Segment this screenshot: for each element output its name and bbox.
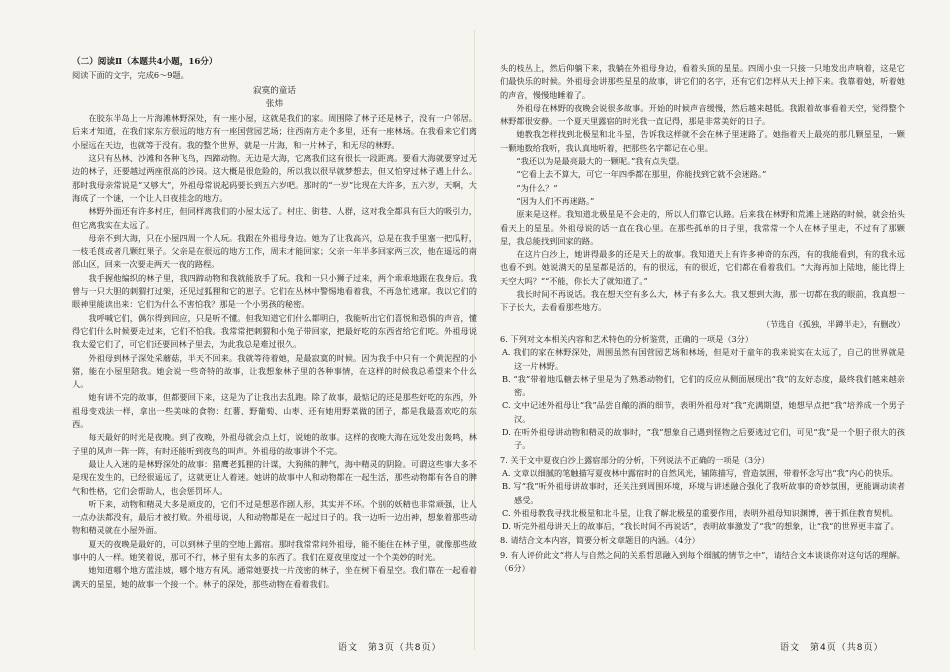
dialogue-line: “我还以为是最亮最大的一颗呢。”我有点失望。 <box>516 156 685 167</box>
paragraph: 夏天的夜晚是最好的，可以到林子里的空地上露宿。那时我常常问外祖母，能不能住在林子里，就像那些故事中的人一样。她笑着说，那可不行，林子里有太多的东西了。我们在夏夜里度过一个个美妙的时光。 <box>72 538 477 562</box>
option-a: A. 我们的家在林野深处，周围虽然有国营园艺场和林场，但是对于童年的我来说实在太远了，自己的世界就是这一片林野。 <box>502 347 905 371</box>
section-heading: （二）阅读Ⅱ（本题共4小题，16分） <box>72 57 218 67</box>
article-body-right <box>500 62 905 315</box>
page-footer-right: 语文 第4页（共8页） <box>780 643 884 653</box>
option-c: C. 文中记述外祖母让“我”品尝自酿的酒的细节，表明外祖母对“我”充满期望，她想早点把“我”培养成一个男子汉。 <box>502 400 905 424</box>
question-9: 9. 有人评价此文“将人与自然之间的关系哲思融入到每个细腻的情节之中”，请结合文本谈谈你对这句话的理解。（6分） <box>500 549 905 573</box>
paragraph: 她有讲不完的故事，但都要回下来，这是为了让我出去乱跑。除了故事，最惦记的还是那些好吃的东西，外祖母变戏法一样，拿出一些美味的食物：红薯、野葡萄、山枣、还有她用野菜做的团子，都是我最喜欢吃的东西。 <box>72 392 477 430</box>
question-stem: 7. 关于文中夏夜白沙上露宿部分的分析，下列说法不正确的一项是（3分） <box>500 454 770 465</box>
source-note: （节选自《孤独，半蹲半走》，有删改） <box>761 318 905 329</box>
paragraph: 头的枝丛上，然后仰躺下来，我躺在外祖母身边，看着头顶的星星。四周小虫一只接一只地发出声响着，这是它们最快乐的时候。外祖母会讲那些星星的故事，讲它们的名字，还有它们怎样从天上掉下来。我靠着她，听着她的声音，慢慢地睡着了。 <box>500 63 905 100</box>
option-c: C. 外祖母教我寻找北极星和北斗星，让我了解北极星的重要作用，表明外祖母知识渊博，善于抓住教育契机。 <box>502 507 898 518</box>
paragraph: 她知道哪个地方蓝洼坡，哪个地方有风。通常她要找一片茂密的林子，坐在树下看星空。我们靠在一起看着满天的星星，她的故事一个接一个。林子的深处，那些动物在看着我们。 <box>72 565 477 589</box>
article-title: 寂寞的童话 <box>253 85 296 96</box>
paragraph: 我手握他编织的林子里，我四蹄动物和我就能放手了玩。我和一只小狮子过来，两个乖乖地跟在我身后。我曾与一只大胆的刺猬打过架，还见过狐狸和它的崽子。它们在丛林中警惕地看着我，不再急忙逃窜。我以它们的眼神里能读出来：它们为什么不害怕我？那是一个小男孩的秘密。 <box>72 272 477 310</box>
option-a: A. 文章以细腻的笔触描写夏夜林中露宿时的自然风光，铺陈描写，营造氛围，带着怀念写出“我”内心的快乐。 <box>502 467 899 478</box>
page-3 <box>72 56 477 652</box>
page-footer-left: 语文 第3页（共8页） <box>338 643 442 653</box>
article-body-left <box>72 112 477 591</box>
page-4 <box>500 62 905 658</box>
paragraph: 每天最好的时光是夜晚。到了夜晚，外祖母就会点上灯，说她的故事。这样的夜晚大海在远处发出轰鸣，林子里的风声一阵一阵，有时还能听到夜鸟的叫声。外祖母的故事讲个不完。 <box>72 432 477 456</box>
article-author: 张炜 <box>265 98 284 109</box>
option-b: B. 写“我”听外祖母讲故事时，还关注到周围环境，环境与讲述融合强化了我听故事的奇妙氛围，更能调动读者感受。 <box>502 481 905 505</box>
dialogue-line: “它看上去不算大，可它一年四季都在那里，你能找到它就不会迷路。” <box>516 169 767 180</box>
paragraph: 听下来，动物和精灵大多是顽皮的，它们不过是想恶作剧人形，其实并不坏。个别的妖精也非常顽强，让人一点办法都没有，最后才被打败。外祖母说，人和动物都是在一起过日子的。我一边听一边出神，想象着那些动物和精灵就在小屋外面。 <box>72 498 477 536</box>
paragraph: 母亲不到大海，只在小屋四周一个人玩。我跟在外祖母身边。她为了让我高兴，总是在我手里塞一把瓜籽，一枝毛茛或者几颗红果子。父亲是在很远的地方工作，周末才能回家；父亲一年半多回家两三次，他在遥远的南部山区，回来一次要走两天一夜的路程。 <box>72 232 477 270</box>
paragraph: 我呼喊它们，偶尔得到回应，只是听不懂。但我知道它们什么都明白，我能听出它们喜悦和恐惧的声音，懂得它们什么时候要走过来，它们不怕我。我常常把刺猬和小兔子带回家，把最好吃的东西省给它们吃。外祖母说我太爱它们了，可它们还要回林子里去，为此我总是难过很久。 <box>72 312 477 350</box>
question-6 <box>500 333 905 453</box>
paragraph: 外祖母在林野的夜晚会说很多故事。开始的时候声音缓慢，然后越来越低。我跟着故事看着天空，觉得整个林野都很安静。一个夏天里露宿的时光我一直记得，那是非常美好的日子。 <box>500 102 905 127</box>
question-7 <box>500 454 905 534</box>
paragraph: 最让人入迷的是林野深处的故事：猎鹰老狐狸的计谋，大狗熊的脾气，海中精灵的阴险。可谓这些事大多不是现在发生的，已经很遥远了，这就更让人着迷。她讲的故事中人和动物都在一起生活，那些动物都有各自的脾气和性格，它们会帮助人，也会惩罚坏人。 <box>72 458 477 496</box>
option-d: D. 在听外祖母讲动物和精灵的故事时，“我”想象自己遇到怪物之后要逃过它们，可见“我”是一个胆子很大的孩子。 <box>502 427 905 451</box>
paragraph: 林野外面还有许多村庄，但同样离我们的小屋太远了。村庄、街巷、人群，这对我全都具有巨大的吸引力，但它离我实在太远了。 <box>72 206 477 230</box>
dialogue-line: “为什么？” <box>516 182 558 193</box>
dialogue-line: “因为人们不再迷路。” <box>516 195 595 206</box>
paragraph: 她教我怎样找到北极星和北斗星，告诉我这样就不会在林子里迷路了。她指着天上最亮的那几颗星星，一颗一颗地数给我听，我认真地听着，把那些名字都记在心里。 <box>500 129 905 153</box>
question-8: 8. 请结合文本内容，简要分析文章题目的内涵。（4分） <box>500 535 700 546</box>
question-stem: 6. 下列对文本相关内容和艺术特色的分析鉴赏，正确的一项是（3分） <box>500 333 754 344</box>
paragraph: 原来是这样。我知道北极星是不会走的，所以人们靠它认路。后来我在林野和荒滩上迷路的时候，就会抬头看天上的星星。外祖母说的话一直在我心里。在那些孤单的日子里，我常常一个人在林子里走，不过有了那颗星，我总能找到回家的路。 <box>500 209 905 246</box>
paragraph: 在胶东半岛上一片海滩林野深处，有一座小屋，这就是我们的家。周围除了林子还是林子，没有一户邻居。后来才知道，在我们家东方很远的地方有一座国营园艺场；往西南方走个多里，还有一座林场。在我看来它们离小屋远在天边，也就等于没有。我的整个世界，就是一片海，和一片林子，和无尽的林野。 <box>72 113 477 150</box>
instruction: 阅读下面的文字，完成6～9题。 <box>72 70 189 81</box>
paragraph: 在这片白沙上，她讲得最多的还是天上的故事。我知道天上有许多神奇的东西，有的我能看到，有的我永远也看不到。她说满天的星星都是活的，有的很远，有的很近，它们都在看着我们。“大海再加上陆地，能比得上天空大吗？”“不能，你长大了就知道了。” <box>500 249 905 286</box>
option-d: D. 听完外祖母讲天上的故事后，“我长时间不再说话”，表明故事激发了“我”的想象，让“我”的世界更丰富了。 <box>502 521 899 532</box>
option-b: B. “我”带着地瓜糖去林子里是为了熟悉动物们，它们的反应从侧面展现出“我”的友好态度，最终我们越来越亲密。 <box>502 373 905 398</box>
paragraph: 我长时间不再说话。我在想天空有多么大，林子有多么大。我又想到大海，那一切都在我的眼前，我真想一下子长大，去看看那些地方。 <box>500 289 905 313</box>
paragraph: 外祖母到林子深处采蘑菇，半天不回来。我就等待着她，是最寂寞的时候。因为我手中只有一个黄泥捏的小猪，能在小屋里陪我。她会说一些奇特的故事，让我想象林子里的各种事情，在这样的时候我总希望来个什么人。 <box>72 352 477 390</box>
paragraph: 这只有丛林、沙滩和各种飞鸟，四蹄动物。无边是大海，它离我们这有很长一段距离。要看大海就要穿过无边的林子，还要越过两座很高的沙岗。这大概是很危险的，所以我以很早就梦想去，但又怕穿过林子遇上什么。那时我母亲常说是“又够大”，外祖母常说起码要长到五六岁吧。那时的“一岁”比现在大许多，五六岁，天啊，大海成了一个谜，一个让人日夜挂念的地方。 <box>72 153 477 203</box>
